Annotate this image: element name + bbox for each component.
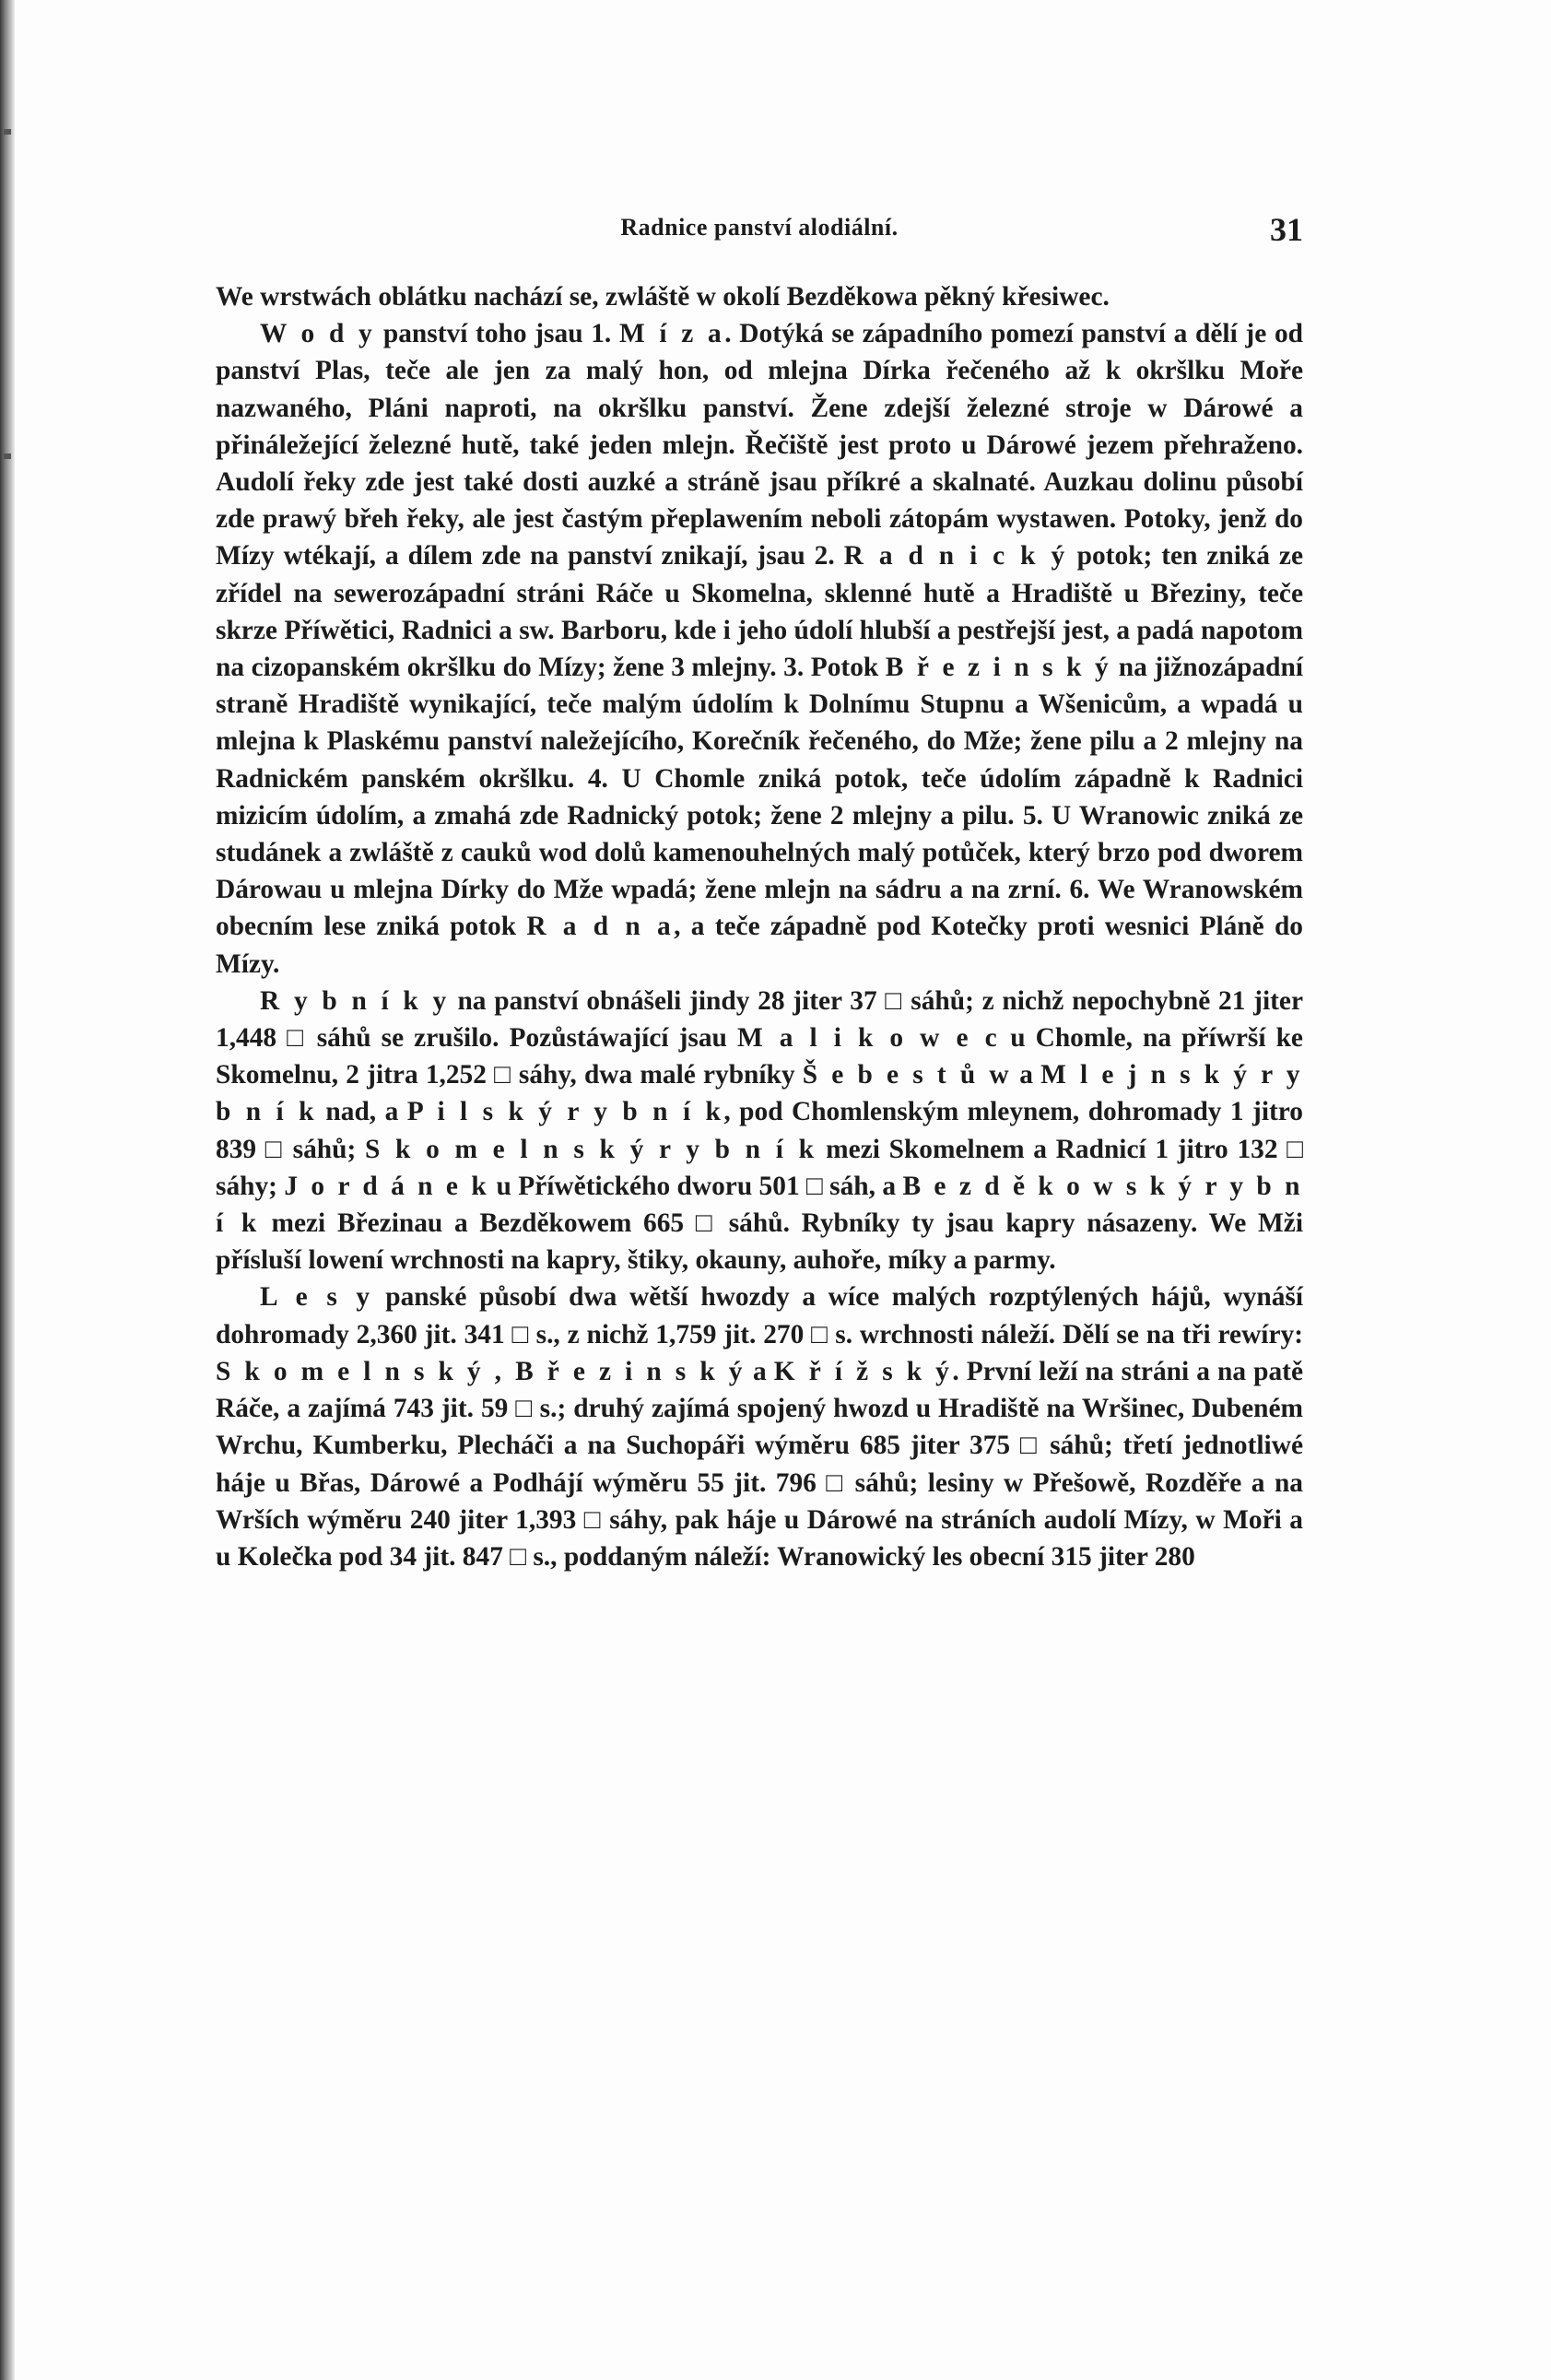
spaced-term: S k o m e l n s k ý r y b n í k (364, 1134, 817, 1164)
paragraph-text: panství toho jsau 1. (375, 319, 619, 349)
spaced-term: B ř e z i n s k ý (885, 653, 1112, 683)
paragraph-text: u Příwětického dworu 501 □ sáh, a (489, 1171, 903, 1201)
paragraph-text: , a teče západně pod Kotečky proti wesnici Pláně do Mízy. (216, 912, 1303, 979)
paragraph-text: , pod Chomlenským mleynem, dohromady 1 jitro 839 □ sáhů; (216, 1097, 1303, 1164)
paragraph-waters (216, 315, 1303, 983)
spaced-term: P i l s k ý r y b n í k (406, 1097, 724, 1127)
scan-edge-mark (4, 129, 11, 135)
paragraph-text: . První leží na stráni a na patě Ráče, a zajímá 743 jit. 59 □ s.; druhý zajímá spojený hwozd u Hradiště na Wršinec, Dubeném Wrchu, Kumberku, Plecháči a na Suchopáři wýměru 685 jiter 375 □ sáhů; třetí jednotliwé háje u Břas, Dárowé a Podhájí wýměru 55 jit. 796 □ sáhů; lesiny w Přešowě, Rozděře a na Wrších wýměru 240 jiter 1,393 □ sáhy, pak háje u Dárowé na stráních audolí Mízy, w Moři a u Kolečka pod 34 jit. 847 □ s., poddaným náleží: Wranowický les obecní 315 jiter 280 (216, 1356, 1303, 1572)
spaced-term: J o r d á n e k (284, 1171, 490, 1201)
page-number: 31 (1270, 211, 1303, 248)
paragraph-forests (216, 1278, 1303, 1575)
paragraph-text: u Chomle, na příwrší ke Skomelnu, 2 jitra 1,252 □ sáhy, dwa malé rybníky (216, 1023, 1303, 1090)
paragraph-text: mezi Skomelnem a Radnicí 1 jitro 132 □ sáhy; (216, 1134, 1304, 1201)
paragraph-text: We wrstwách oblátku nachází se, zwláště w okolí Bezděkowa pěkný křesiwec. (216, 282, 1110, 312)
spaced-term: B e z d ě k o w s k ý r y b n í k (216, 1171, 1303, 1239)
paragraph-text: panské působí dwa wětší hwozdy a wíce malých rozptýlených hájů, wynáší dohromady 2,360 jit. 341 □ s., z nichž 1,759 jit. 270 □ s. wrchnosti náleží. Dělí se na tři rewíry: (216, 1282, 1303, 1349)
body-text (216, 278, 1303, 1575)
spaced-term: R a d n i c k ý (843, 541, 1068, 571)
spaced-term: M l e j n s k ý r y b n í k (216, 1060, 1303, 1127)
paragraph-text: mezi Březinau a Bezděkowem 665 □ sáhů. Rybníky ty jsau kapry násazeny. We Mži přísluší lowení wrchnosti na kapry, štiky, okauny, auhoře, míky a parmy. (216, 1208, 1303, 1276)
scan-edge (0, 0, 15, 2380)
paragraph-text: na panství obnášeli jindy 28 jiter 37 □ sáhů; z nichž nepochybně 21 jiter 1,448 □ sáhů se zrušilo. Pozůstáwající jsau (216, 985, 1304, 1054)
spaced-term: M a l i k o w e c (736, 1023, 1001, 1054)
page-header (216, 211, 1303, 251)
paragraph-text: . Dotýká se západního pomezí panství a dělí je od panství Plas, teče ale jen za malý hon, od mlejna Dírka řečeného až k okršlku Moře nazwaného, Pláni naproti, na okršlku panství. Žene zdejší železné stroje w Dárowé a přináležející železné hutě, také jeden mlejn. Řečiště jest proto u Dárowé jezem přehraženo. Audolí řeky zde jest také dosti auzké a stráně jsau příkré a skalnaté. Auzkau dolinu působí zde prawý břeh řeky, ale jest častým přeplawením neboli zátopám wystawen. Potoky, jenž do Mízy wtékají, a dílem zde na panství znikají, jsau 2. (216, 319, 1304, 571)
paragraph-ponds (216, 983, 1303, 1279)
spaced-term: W o d y (260, 319, 376, 349)
paragraph-text: na jižnozápadní straně Hradiště wynikající, teče malým údolím k Dolnímu Stupnu a Wšenicům, a wpadá u mlejna k Plaskému panství naležejícího, Korečník řečeného, do Mže; žene pilu a 2 mlejny na Radnickém panském okršlku. 4. U Chomle zniká potok, teče údolím západně k Radnici mizicím údolím, a zmahá zde Radnický potok; žene 2 mlejny a pilu. 5. U Wranowic zniká ze studánek a zwláště z cauků wod dolů kamenouhelných malý potůček, který brzo pod dworem Dárowau u mlejna Dírky do Mže wpadá; žene mlejn na sádru a na zrní. 6. We Wranowském obecním lese zniká potok (216, 653, 1303, 942)
spaced-term: K ř í ž s k ý (773, 1356, 953, 1386)
paragraph-text: potok; ten zniká ze zřídel na sewerozápadní stráni Ráče u Skomelna, sklenné hutě a Hradiště u Březiny, teče skrze Příwětici, Radnici a sw. Barboru, kde i jeho údolí hlubší a pestřejší jest, a padá napotom na cizopanském okršlku do Mízy; žene 3 mlejny. 3. Potok (216, 541, 1304, 683)
spaced-term: R y b n í k y (260, 985, 450, 1016)
paragraph-text: nad, a (316, 1097, 407, 1127)
paragraph-text: a (1012, 1060, 1041, 1090)
spaced-term: Š e b e s t ů w (802, 1060, 1013, 1090)
paragraph-minerals (216, 278, 1303, 315)
scan-edge-mark (4, 454, 11, 459)
running-title: Radnice panství alodiální. (620, 214, 899, 241)
spaced-term: S k o m e l n s k ý , B ř e z i n s k ý (216, 1356, 746, 1386)
paragraph-text: a (745, 1356, 774, 1386)
spaced-term: M í z a (618, 319, 725, 349)
spaced-term: L e s y (260, 1282, 373, 1313)
spaced-term: R a d n a (526, 912, 675, 942)
